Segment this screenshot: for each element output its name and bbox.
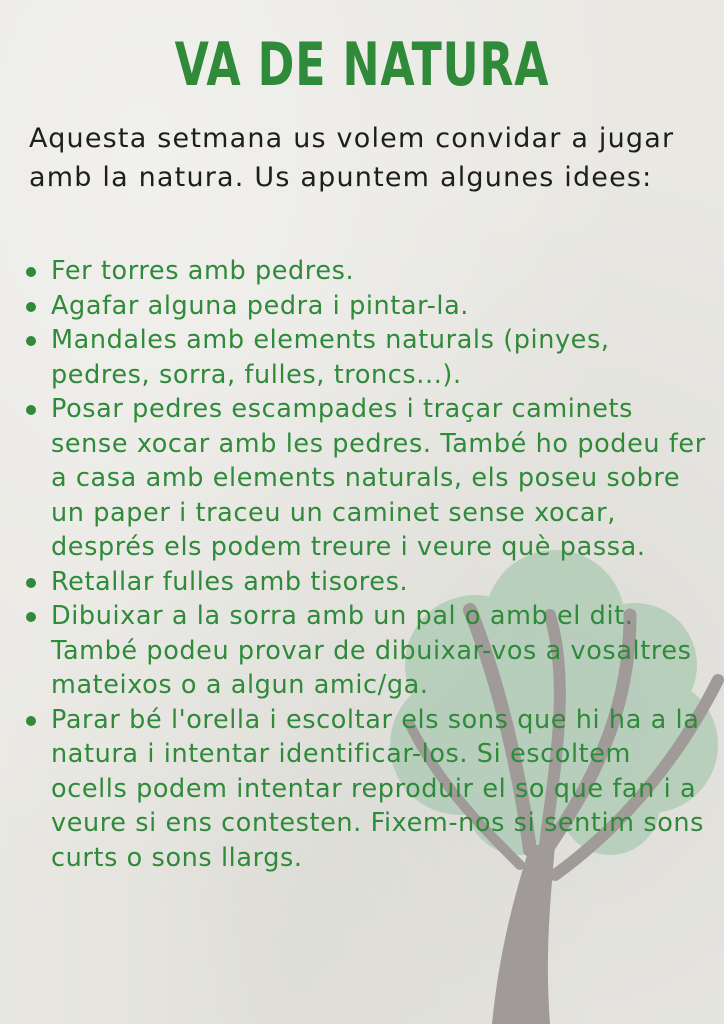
list-item bbox=[22, 323, 712, 392]
list-item-text: Agafar alguna pedra i pintar-la. bbox=[51, 290, 469, 321]
list-item bbox=[22, 392, 712, 565]
bullet-icon bbox=[26, 405, 36, 415]
list-item-text: Posar pedres escampades i traçar caminets sense xocar amb les pedres. També ho podeu fer a casa amb elements naturals, els poseu sobre un paper i traceu un caminet sense xocar, després els podem treure i veure què passa. bbox=[51, 394, 706, 562]
bullet-icon bbox=[26, 336, 36, 346]
bullet-icon bbox=[26, 716, 36, 726]
list-item-text: Retallar fulles amb tisores. bbox=[51, 566, 409, 597]
bullet-icon bbox=[26, 302, 36, 312]
list-item bbox=[22, 254, 712, 289]
intro-paragraph: Aquesta setmana us volem convidar a jugar amb la natura. Us apuntem algunes idees: bbox=[29, 123, 675, 193]
list-item bbox=[22, 703, 712, 876]
list-item bbox=[22, 565, 712, 600]
list-item-text: Mandales amb elements naturals (pinyes, pedres, sorra, fulles, troncs...). bbox=[51, 325, 610, 390]
list-item-text: Dibuixar a la sorra amb un pal o amb el dit. També podeu provar de dibuixar-vos a vosaltres mateixos o a algun amic/ga. bbox=[51, 601, 692, 700]
bullet-icon bbox=[26, 612, 36, 622]
page-title: VA DE NATURA bbox=[174, 30, 550, 100]
list-item bbox=[22, 599, 712, 703]
bullet-icon bbox=[26, 267, 36, 277]
ideas-list bbox=[22, 254, 712, 875]
bullet-icon bbox=[26, 578, 36, 588]
list-item-text: Fer torres amb pedres. bbox=[51, 256, 355, 286]
list-item-text: Parar bé l'orella i escoltar els sons que hi ha a la natura i intentar identificar-los. Si escoltem ocells podem intentar reproduir el so que fan i a veure si ens contesten. Fixem-nos si sentim sons curts o sons llargs. bbox=[51, 704, 705, 873]
list-item bbox=[22, 289, 712, 324]
